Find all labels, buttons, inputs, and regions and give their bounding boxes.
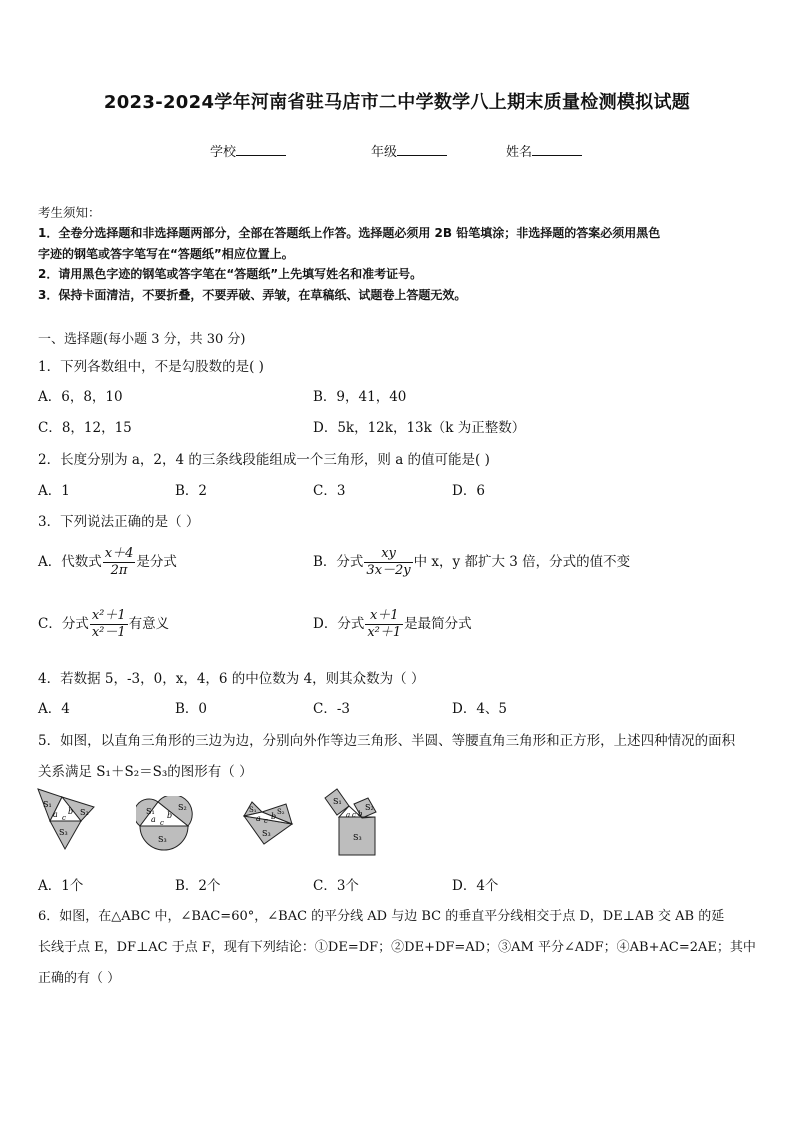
fig2-s2-label: S₂	[178, 803, 187, 812]
school-label: 学校	[210, 145, 237, 160]
q6-line-2: 长线于点 E，DF⊥AC 于点 F，现有下列结论：①DE=DF；②DE+DF=AD；③AM 平分∠ADF；④AB+AC=2AE；其中	[38, 940, 756, 955]
q3-d-numerator: x＋1	[365, 608, 403, 625]
q2-option-d: D．6	[452, 483, 485, 499]
q3-option-b	[313, 546, 630, 579]
q2-option-b: B．2	[175, 483, 208, 499]
q5-figure-equilateral-triangles	[36, 787, 98, 853]
q3-option-d	[313, 608, 472, 641]
q5-line-2: 关系满足 S₁＋S₂＝S₃的图形有（ ）	[38, 764, 253, 780]
fig2-s3-label: S₃	[158, 835, 167, 844]
notice-line-3: 3．保持卡面清洁，不要折叠，不要弄破、弄皱，在草稿纸、试题卷上答题无效。	[38, 288, 467, 302]
grade-field	[371, 141, 447, 160]
fig4-s2-label: S₂	[365, 803, 374, 812]
fig1-s3-label: S₃	[59, 828, 68, 837]
fig2-a-label: a	[151, 815, 156, 824]
fig4-s1-label: S₁	[333, 797, 342, 806]
q1-option-c: C．8，12，15	[38, 420, 132, 436]
q3-a-fraction	[103, 546, 136, 579]
fig4-b-label: b	[358, 810, 363, 818]
name-blank	[532, 143, 582, 156]
q2-option-c: C．3	[313, 483, 346, 499]
q3-option-c	[38, 608, 169, 641]
q1-stem: 1．下列各数组中，不是勾股数的是( )	[38, 359, 264, 375]
q5-option-b: B．2个	[175, 878, 221, 894]
q3-c-prefix: C．分式	[38, 616, 89, 632]
fig2-s1-label: S₁	[146, 807, 155, 816]
q1-option-d: D．5k，12k，13k（k 为正整数）	[313, 420, 526, 436]
page-title: 2023-2024学年河南省驻马店市二中学数学八上期末质量检测模拟试题	[103, 92, 691, 113]
q3-stem: 3．下列说法正确的是（ ）	[38, 514, 200, 530]
name-field	[506, 141, 582, 160]
grade-blank	[397, 143, 447, 156]
q3-d-suffix: 是最简分式	[404, 616, 472, 632]
q5-figure-squares	[322, 786, 392, 858]
q3-b-prefix: B．分式	[313, 554, 364, 570]
q3-d-prefix: D．分式	[313, 616, 365, 632]
q3-c-denominator: x²－1	[91, 625, 126, 640]
notice-line-1a: 1．全卷分选择题和非选择题两部分，全部在答题纸上作答。选择题必须用 2B 铅笔填涂；非选择题的答案必须用黑色	[38, 226, 661, 240]
q5-option-c: C．3个	[313, 878, 359, 894]
q1-option-b: B．9，41，40	[313, 389, 407, 405]
school-field	[210, 141, 286, 160]
q5-figure-semicircles	[136, 796, 198, 852]
q3-d-fraction	[365, 608, 403, 641]
fig3-a-label: a	[256, 814, 261, 823]
q3-a-suffix: 是分式	[136, 554, 177, 570]
school-blank	[236, 143, 286, 156]
q5-option-d: D．4个	[452, 878, 499, 894]
q6-line-3: 正确的有（ ）	[38, 971, 121, 986]
name-label: 姓名	[506, 145, 533, 160]
grade-label: 年级	[371, 145, 398, 160]
q3-b-suffix: 中 x，y 都扩大 3 倍，分式的值不变	[413, 554, 631, 570]
fig3-b-label: b	[271, 812, 277, 821]
notice-heading: 考生须知：	[38, 205, 101, 220]
q5-figure-isosceles-right-triangles	[240, 798, 296, 846]
fig4-s3-label: S₃	[353, 833, 362, 842]
fig2-b-label: b	[167, 811, 173, 820]
section-heading: 一、选择题(每小题 3 分，共 30 分)	[38, 332, 246, 347]
fig1-s2-label: S₂	[80, 808, 89, 817]
q4-option-a: A．4	[38, 701, 70, 717]
q4-option-c: C．-3	[313, 701, 350, 717]
q3-a-numerator: x＋4	[104, 546, 134, 561]
notice-line-2: 2．请用黑色字迹的钢笔或答字笔在“答题纸”上先填写姓名和准考证号。	[38, 267, 423, 281]
fig1-a-label: a	[53, 810, 58, 819]
q3-b-numerator: xy	[364, 546, 412, 563]
q4-option-b: B．0	[175, 701, 208, 717]
q1-option-a: A．6，8，10	[38, 389, 123, 405]
fig1-b-label: b	[68, 807, 74, 816]
q3-a-prefix: A．代数式	[38, 554, 102, 570]
q3-c-suffix: 有意义	[128, 616, 170, 632]
q3-b-denominator: 3x－2y	[366, 563, 411, 578]
q3-a-denominator: 2π	[110, 563, 128, 578]
fig3-c-label: c	[264, 817, 268, 825]
q2-stem: 2．长度分别为 a，2，4 的三条线段能组成一个三角形，则 a 的值可能是( )	[38, 452, 490, 468]
fig3-s1-label: S₁	[249, 806, 257, 814]
q5-line-1: 5．如图，以直角三角形的三边为边，分别向外作等边三角形、半圆、等腰直角三角形和正方形，上述四种情况的面积	[38, 733, 736, 749]
q3-d-denominator: x²＋1	[367, 625, 402, 640]
q2-option-a: A．1	[38, 483, 70, 499]
fig2-c-label: c	[160, 819, 164, 827]
notice-line-1b: 字迹的钢笔或答字笔写在“答题纸”相应位置上。	[38, 247, 294, 261]
q3-option-a	[38, 546, 177, 579]
q3-b-fraction	[364, 546, 412, 579]
fig4-c-label: c	[352, 811, 356, 819]
q4-stem: 4．若数据 5，-3，0，x，4，6 的中位数为 4，则其众数为（ ）	[38, 671, 425, 687]
q4-option-d: D．4、5	[452, 701, 508, 717]
fig1-s1-label: S₁	[43, 800, 52, 809]
fig4-a-label: a	[346, 811, 351, 819]
fig1-c-label: c	[62, 814, 66, 822]
fig3-s3-label: S₃	[262, 829, 271, 838]
q6-line-1: 6．如图，在△ABC 中，∠BAC=60°，∠BAC 的平分线 AD 与边 BC 的垂直平分线相交于点 D，DE⊥AB 交 AB 的延	[38, 909, 725, 924]
q5-option-a: A．1个	[38, 878, 84, 894]
q3-c-fraction	[90, 608, 128, 641]
fig3-s2-label: S₂	[277, 808, 285, 816]
q3-c-numerator: x²＋1	[91, 608, 126, 623]
